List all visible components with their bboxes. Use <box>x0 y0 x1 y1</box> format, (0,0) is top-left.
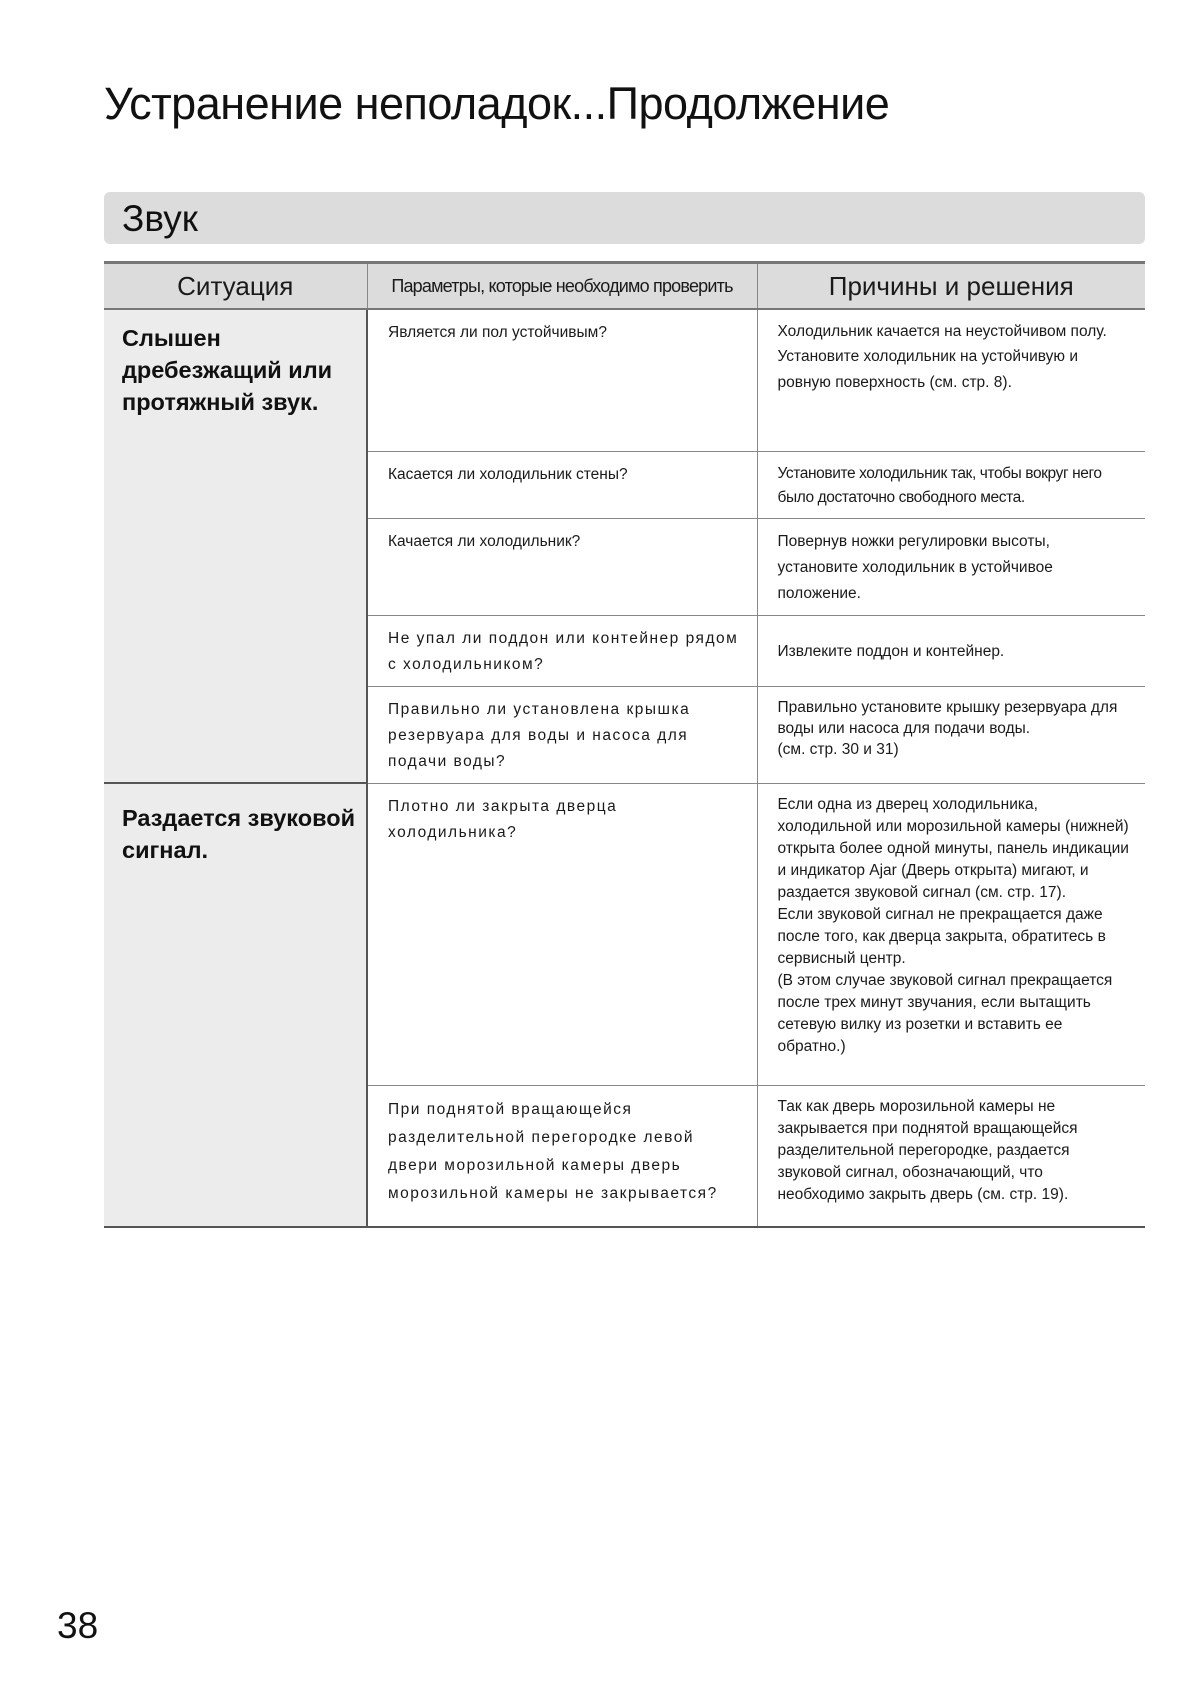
section-title: Звук <box>122 198 198 239</box>
param-cell: Касается ли холодильник стены? <box>367 451 757 518</box>
solution-cell <box>757 783 1145 1085</box>
page-title: Устранение неполадок...Продолжение <box>104 78 890 129</box>
solution-cell <box>757 1085 1145 1227</box>
solution-line: Так как дверь морозильной камеры не закрывается при поднятой вращающейся разделительной перегородке, раздается звуковой сигнал, обозначающий, что необходимо закрыть дверь (см. стр. 19). <box>777 1097 1078 1203</box>
troubleshooting-table <box>104 261 1145 1228</box>
page-number: 38 <box>57 1605 99 1646</box>
solution-line: Если звуковой сигнал не прекращается даже после того, как дверца закрыта, обратитесь в сервисный центр. <box>777 905 1106 967</box>
solution-line: Повернув ножки регулировки высоты, установите холодильник в устойчивое положение. <box>777 532 1053 602</box>
param-cell: Является ли пол устойчивым? <box>367 309 757 451</box>
solution-line: Установите холодильник так, чтобы вокруг него было достаточно свободного места. <box>777 464 1102 506</box>
param-cell: Качается ли холодильник? <box>367 518 757 615</box>
situation-cell: Раздается звуковой сигнал. <box>104 783 367 1227</box>
solution-line: Установите холодильник на устойчивую и ровную поверхность (см. стр. 8). <box>777 348 1078 391</box>
header-params: Параметры, которые необходимо проверить <box>367 263 757 310</box>
solution-cell <box>757 518 1145 615</box>
param-cell: Правильно ли установлена крышка резервуара для воды и насоса для подачи воды? <box>367 686 757 783</box>
table-row <box>104 783 1145 1085</box>
solution-line: Холодильник качается на неустойчивом полу. <box>777 323 1107 340</box>
situation-cell: Слышен дребезжащий или протяжный звук. <box>104 309 367 783</box>
solution-cell <box>757 309 1145 451</box>
solution-line: Если одна из дверец холодильника, холодильной или морозильной камеры (нижней) открыта более одной минуты, панель индикации и индикатор Ajar (Дверь открыта) мигают, и раздается звуковой сигнал (см. стр. 17). <box>777 795 1129 901</box>
solution-cell <box>757 686 1145 783</box>
param-cell: Плотно ли закрыта дверца холодильника? <box>367 783 757 1085</box>
solution-line: Правильно установите крышку резервуара для воды или насоса для подачи воды. <box>777 698 1118 737</box>
table-header-row <box>104 263 1145 310</box>
solution-line: Извлеките поддон и контейнер. <box>777 642 1005 660</box>
param-cell: Не упал ли поддон или контейнер рядом с холодильником? <box>367 615 757 686</box>
solution-cell <box>757 615 1145 686</box>
solution-cell <box>757 451 1145 518</box>
section-header <box>104 192 1145 244</box>
param-cell: При поднятой вращающейся разделительной перегородке левой двери морозильной камеры дверь морозильной камеры не закрывается? <box>367 1085 757 1227</box>
table-row <box>104 309 1145 451</box>
header-situation: Ситуация <box>104 263 367 310</box>
solution-line: (см. стр. 30 и 31) <box>777 740 899 758</box>
solution-line: (В этом случае звуковой сигнал прекращается после трех минут звучания, если вытащить сетевую вилку из розетки и вставить ее обратно.) <box>777 971 1113 1055</box>
header-solutions: Причины и решения <box>757 263 1145 310</box>
